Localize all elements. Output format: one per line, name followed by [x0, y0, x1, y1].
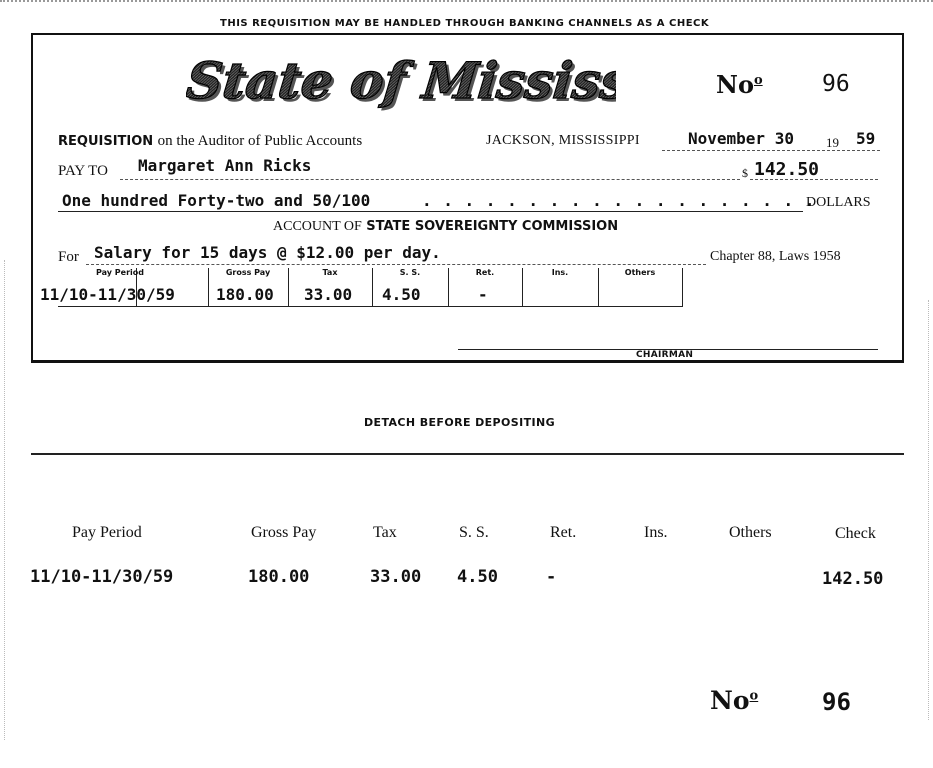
date-underline [662, 150, 880, 151]
stub-number-label: No$^o$ [710, 686, 759, 715]
perforation-top [0, 0, 933, 2]
svg-text:State of Mississippi: State of Mississippi [186, 51, 616, 110]
pay-to-underline [120, 179, 740, 180]
year-prefix: 19 [826, 135, 839, 150]
col-head-gross-pay: Gross Pay [225, 268, 271, 277]
chapter-authority: Chapter 88, Laws 1958 [710, 249, 841, 264]
stub-head-ss: S. S. [459, 524, 489, 541]
col-head-ret: Ret. [475, 268, 495, 277]
stub-head-pay-period: Pay Period [72, 524, 142, 541]
stub-cell-ss: 4.50 [457, 567, 498, 587]
check-number-value: 96 [822, 71, 850, 97]
year-value: 59 [856, 129, 876, 148]
stub-head-check: Check [835, 525, 876, 542]
state-seal-title [186, 48, 616, 112]
table-bottom-rule [58, 306, 683, 307]
svg-text:State of Mississippi: State of Mississippi [186, 54, 616, 112]
location-text: JACKSON, MISSISSIPPI [486, 133, 640, 148]
perforation-right [928, 300, 929, 720]
date-value: November 30 [688, 129, 794, 148]
cell-pay-period: 11/10-11/30/59 [40, 285, 175, 304]
amount-value: 142.50 [754, 159, 820, 180]
stub-cell-ret: - [546, 567, 557, 587]
for-label: For [58, 249, 79, 265]
cell-ss: 4.50 [382, 285, 421, 304]
col-head-pay-period: Pay Period [96, 268, 144, 277]
banking-notice: THIS REQUISITION MAY BE HANDLED THROUGH BANKING CHANNELS AS A CHECK [220, 18, 710, 29]
stub-cell-tax: 33.00 [370, 567, 422, 587]
account-prefix: ACCOUNT OF [273, 219, 362, 234]
account-name: STATE SOVEREIGNTY COMMISSION [366, 219, 619, 234]
col-head-others: Others [624, 268, 656, 277]
stub-head-others: Others [729, 524, 772, 541]
requisition-line [58, 133, 362, 150]
stub-head-gross-pay: Gross Pay [251, 524, 317, 541]
payee-name: Margaret Ann Ricks [138, 156, 312, 175]
signature-label: CHAIRMAN [636, 350, 694, 360]
col-head-ins: Ins. [551, 268, 569, 277]
amount-words-underline [58, 211, 803, 212]
stub-top-rule [31, 453, 904, 455]
amount-dots: . . . . . . . . . . . . . . . . . . . [422, 191, 816, 210]
col-head-tax: Tax [322, 268, 338, 277]
cell-ret: - [478, 285, 488, 304]
stub-head-ret: Ret. [550, 524, 577, 541]
detach-notice: DETACH BEFORE DEPOSITING [364, 416, 555, 429]
for-text: Salary for 15 days @ $12.00 per day. [94, 243, 441, 262]
for-underline [86, 264, 706, 265]
cell-gross-pay: 180.00 [216, 285, 274, 304]
col-head-ss: S. S. [399, 268, 421, 277]
stub-head-ins: Ins. [644, 524, 668, 541]
pay-to-label: PAY TO [58, 163, 108, 179]
cell-tax: 33.00 [304, 285, 353, 304]
dollars-label: DOLLARS [806, 195, 871, 210]
check-number-label: No$^o$ [716, 70, 763, 99]
table-divider [682, 268, 683, 306]
stub-cell-check: 142.50 [822, 569, 884, 589]
amount-words: One hundred Forty-two and 50/100 [62, 191, 371, 210]
state-title-wordmark [186, 48, 616, 112]
stub-cell-pay-period: 11/10-11/30/59 [30, 567, 174, 587]
requisition-label: REQUISITION [58, 134, 154, 149]
stub-number-value: 96 [822, 688, 851, 716]
amount-dollar-sign: $ [742, 166, 748, 180]
stub-head-tax: Tax [373, 524, 397, 541]
account-line [273, 218, 618, 235]
perforation-left [4, 260, 5, 740]
stub-cell-gross-pay: 180.00 [248, 567, 310, 587]
requisition-text: on the Auditor of Public Accounts [157, 133, 363, 149]
